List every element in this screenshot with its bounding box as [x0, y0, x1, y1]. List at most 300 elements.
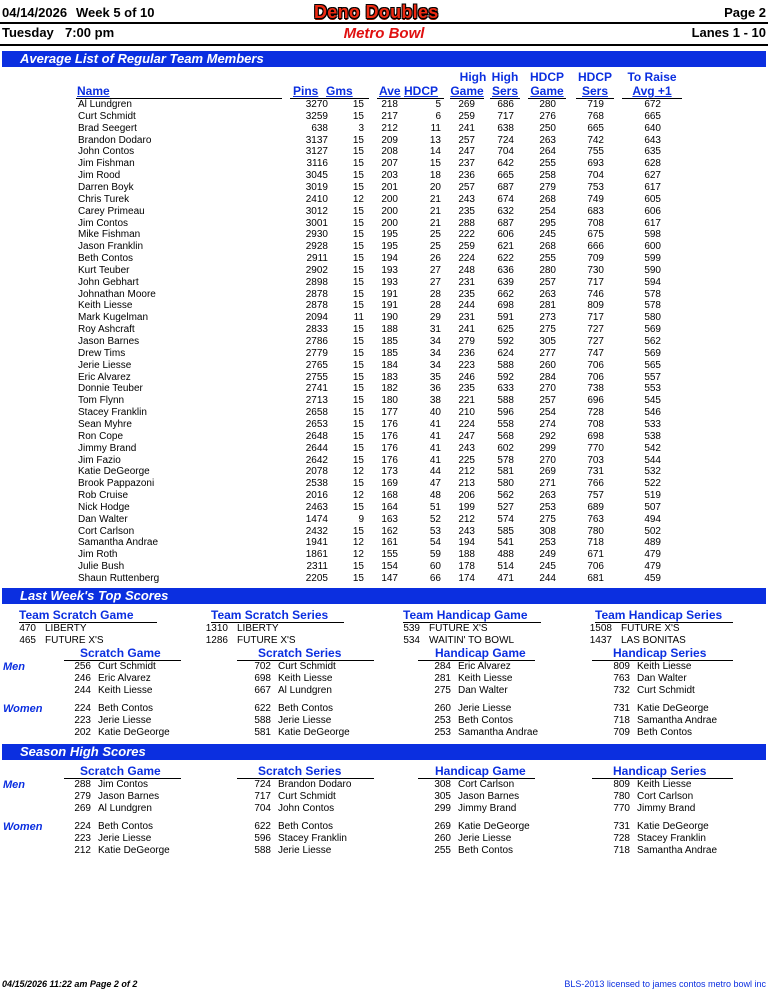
bowler-score: 588 [254, 715, 271, 726]
cell-hdcp-game: 250 [539, 122, 556, 134]
cell-hdcp-game: 284 [539, 371, 556, 383]
cell-hdcp-game: 281 [539, 300, 556, 312]
bowler-score: 299 [434, 803, 451, 814]
bowler-name: Stacey Franklin [278, 833, 347, 844]
cell-high-sers: 698 [497, 300, 514, 312]
cell-hdcp-sers: 749 [587, 193, 604, 205]
cell-name: Mike Fishman [78, 229, 141, 241]
bowler-name: Samantha Andrae [637, 715, 718, 726]
cell-hdcp: 21 [429, 205, 441, 217]
cell-hdcp-sers: 698 [587, 430, 604, 442]
cell-hdcp: 27 [429, 264, 441, 276]
cell-hdcp: 54 [429, 537, 441, 549]
cell-ave: 185 [381, 336, 398, 347]
cell-to-raise: 519 [644, 490, 661, 502]
cell-gms: 15 [352, 229, 364, 241]
cell-pins: 2410 [305, 193, 328, 205]
cell-hdcp-sers: 731 [587, 466, 604, 478]
cell-high-sers: 591 [497, 312, 514, 324]
team-name: FUTURE X'S [621, 623, 680, 634]
cell-hdcp-game: 275 [539, 513, 556, 525]
cell-hdcp-sers: 727 [587, 324, 604, 336]
cell-hdcp-sers: 706 [587, 371, 604, 383]
cell-hdcp-sers: 747 [587, 347, 604, 359]
cell-hdcp-game: 253 [539, 537, 556, 549]
cell-pins: 2094 [305, 312, 328, 324]
bowler-name: Curt Schmidt [278, 661, 336, 672]
cell-high-game: 225 [458, 454, 475, 466]
cell-high-sers: 642 [497, 158, 514, 170]
cell-gms: 9 [358, 513, 364, 525]
cell-name: Jerie Liesse [78, 359, 132, 371]
cell-hdcp-sers: 708 [587, 418, 604, 430]
col-raise-2: Avg +1 [632, 84, 672, 98]
cell-high-game: 248 [458, 264, 475, 276]
cell-high-sers: 592 [497, 336, 514, 347]
cell-hdcp: 59 [429, 549, 441, 561]
cell-pins: 2658 [305, 407, 328, 419]
cell-high-game: 237 [458, 158, 475, 170]
cell-high-game: 221 [458, 395, 475, 407]
cell-name: Kurt Teuber [78, 264, 130, 276]
bowler-score: 253 [434, 727, 451, 738]
cell-pins: 3270 [305, 99, 328, 110]
cell-ave: 164 [381, 501, 398, 513]
cell-ave: 177 [381, 407, 398, 419]
col-hdcp: HDCP [404, 84, 439, 98]
cell-high-sers: 621 [497, 241, 514, 253]
cell-hdcp-game: 308 [539, 525, 556, 537]
cell-high-game: 199 [458, 501, 475, 513]
cell-pins: 2016 [305, 490, 328, 502]
bowler-score: 717 [254, 791, 271, 802]
bowler-name: Keith Liesse [98, 685, 153, 696]
bowler-name: Katie DeGeorge [637, 821, 709, 832]
bowler-name: Katie DeGeorge [637, 703, 709, 714]
cell-high-sers: 588 [497, 359, 514, 371]
cell-high-sers: 541 [497, 537, 514, 549]
cell-pins: 2538 [305, 478, 328, 490]
cell-hdcp-game: 258 [539, 170, 556, 182]
cell-pins: 3001 [305, 217, 328, 229]
cell-ave: 191 [381, 288, 398, 300]
bowler-score: 253 [434, 715, 451, 726]
lanes-label: Lanes 1 - 10 [691, 25, 766, 40]
bowler-score: 224 [74, 821, 91, 832]
cell-hdcp: 21 [429, 217, 441, 229]
cell-name: Jim Contos [78, 217, 129, 229]
cell-high-sers: 471 [497, 573, 514, 584]
individual-score-header: Handicap Game [435, 646, 526, 660]
cell-high-sers: 687 [497, 181, 514, 193]
cell-pins: 3127 [305, 146, 328, 158]
cell-high-game: 257 [458, 181, 475, 193]
cell-ave: 168 [381, 490, 398, 502]
cell-hdcp-game: 254 [539, 205, 556, 217]
bowler-name: Jerie Liesse [98, 715, 152, 726]
cell-hdcp: 41 [429, 454, 441, 466]
league-date: 04/14/2026 [2, 5, 68, 20]
cell-ave: 218 [381, 99, 398, 110]
bowler-score: 269 [74, 803, 91, 814]
cell-ave: 200 [381, 205, 398, 217]
cell-to-raise: 565 [644, 359, 661, 371]
team-score: 470 [19, 623, 36, 634]
cell-hdcp: 25 [429, 229, 441, 241]
cell-hdcp-game: 271 [539, 478, 556, 490]
cell-name: Beth Contos [78, 253, 134, 265]
cell-high-game: 241 [458, 324, 475, 336]
cell-hdcp-game: 263 [539, 134, 556, 146]
cell-ave: 176 [381, 454, 398, 466]
bowler-name: Cort Carlson [458, 779, 515, 790]
cell-hdcp-game: 263 [539, 288, 556, 300]
cell-to-raise: 545 [644, 395, 661, 407]
bowler-name: Beth Contos [278, 703, 334, 714]
cell-hdcp-sers: 755 [587, 146, 604, 158]
cell-ave: 183 [381, 371, 398, 383]
cell-to-raise: 599 [644, 253, 661, 265]
cell-name: Jason Franklin [78, 241, 144, 253]
cell-high-game: 236 [458, 347, 475, 359]
cell-gms: 3 [358, 122, 364, 134]
cell-hdcp: 29 [429, 312, 441, 324]
cell-hdcp-sers: 693 [587, 158, 604, 170]
cell-to-raise: 507 [644, 501, 661, 513]
cell-ave: 161 [381, 537, 398, 549]
cell-ave: 173 [381, 466, 398, 478]
cell-hdcp-sers: 708 [587, 217, 604, 229]
cell-ave: 176 [381, 430, 398, 442]
bowler-score: 279 [74, 791, 91, 802]
cell-high-game: 224 [458, 253, 475, 265]
cell-name: Cort Carlson [78, 525, 135, 537]
cell-name: Curt Schmidt [78, 110, 136, 122]
cell-ave: 190 [381, 312, 398, 324]
team-score-header: Team Scratch Game [19, 608, 134, 622]
bowler-name: Brandon Dodaro [278, 779, 352, 790]
bowler-score: 809 [613, 661, 630, 672]
cell-to-raise: 617 [644, 217, 661, 229]
bowler-name: Jimmy Brand [637, 803, 696, 814]
cell-gms: 15 [352, 99, 364, 110]
cell-name: Brandon Dodaro [78, 134, 152, 146]
cell-hdcp-game: 277 [539, 347, 556, 359]
cell-to-raise: 580 [644, 312, 661, 324]
cell-high-sers: 665 [497, 170, 514, 182]
cell-high-game: 174 [458, 573, 475, 584]
cell-name: Roy Ashcraft [78, 324, 135, 336]
cell-to-raise: 578 [644, 300, 661, 312]
bowler-name: Samantha Andrae [458, 727, 539, 738]
cell-gms: 15 [352, 395, 364, 407]
league-logo: Deno Doubles [314, 2, 439, 22]
bowler-name: Jerie Liesse [458, 703, 512, 714]
cell-high-sers: 578 [497, 454, 514, 466]
bowler-name: Jerie Liesse [278, 845, 332, 856]
bowler-name: Eric Alvarez [458, 661, 511, 672]
bowler-score: 244 [74, 685, 91, 696]
cell-hdcp-sers: 727 [587, 336, 604, 347]
cell-high-sers: 686 [497, 99, 514, 110]
cell-name: Jim Roth [78, 549, 118, 561]
cell-hdcp-sers: 757 [587, 490, 604, 502]
bowler-score: 275 [434, 685, 451, 696]
league-time: 7:00 pm [65, 25, 115, 40]
cell-gms: 12 [352, 466, 364, 478]
cell-pins: 2078 [305, 466, 328, 478]
cell-hdcp: 41 [429, 418, 441, 430]
cell-high-game: 288 [458, 217, 475, 229]
cell-hdcp-sers: 666 [587, 241, 604, 253]
cell-name: John Gebhart [78, 276, 139, 288]
cell-hdcp-sers: 689 [587, 501, 604, 513]
header-divider [0, 22, 768, 24]
cell-hdcp: 31 [429, 324, 441, 336]
men-label: Men [3, 779, 25, 791]
cell-name: Drew Tims [78, 347, 126, 359]
cell-gms: 15 [352, 442, 364, 454]
cell-to-raise: 672 [644, 99, 661, 110]
cell-to-raise: 590 [644, 264, 661, 276]
cell-to-raise: 617 [644, 181, 661, 193]
cell-hdcp-game: 253 [539, 501, 556, 513]
cell-high-sers: 580 [497, 478, 514, 490]
cell-name: Mark Kugelman [78, 312, 149, 324]
bowler-name: Katie DeGeorge [98, 727, 170, 738]
bowler-name: Eric Alvarez [98, 673, 151, 684]
cell-ave: 154 [381, 561, 398, 573]
bowler-score: 284 [434, 661, 451, 672]
cell-gms: 15 [352, 158, 364, 170]
bowler-score: 281 [434, 673, 451, 684]
bowler-name: Beth Contos [278, 821, 334, 832]
cell-gms: 15 [352, 170, 364, 182]
cell-ave: 185 [381, 347, 398, 359]
team-score: 539 [403, 623, 420, 634]
cell-to-raise: 606 [644, 205, 661, 217]
cell-ave: 203 [381, 170, 398, 182]
cell-gms: 15 [352, 324, 364, 336]
cell-ave: 195 [381, 241, 398, 253]
cell-name: Chris Turek [78, 193, 130, 205]
cell-high-game: 244 [458, 300, 475, 312]
cell-hdcp-game: 279 [539, 181, 556, 193]
cell-pins: 2902 [305, 264, 328, 276]
cell-high-sers: 662 [497, 288, 514, 300]
cell-to-raise: 542 [644, 442, 661, 454]
cell-hdcp-game: 270 [539, 383, 556, 395]
cell-hdcp: 51 [429, 501, 441, 513]
cell-gms: 11 [353, 312, 364, 324]
cell-hdcp-game: 270 [539, 454, 556, 466]
cell-hdcp-sers: 746 [587, 288, 604, 300]
cell-high-game: 212 [458, 513, 475, 525]
team-name: FUTURE X'S [45, 635, 104, 646]
cell-hdcp-game: 275 [539, 324, 556, 336]
cell-ave: 212 [381, 122, 398, 134]
team-score: 1286 [205, 635, 228, 646]
cell-to-raise: 502 [644, 525, 661, 537]
cell-high-sers: 717 [497, 110, 514, 122]
cell-hdcp: 52 [429, 513, 441, 525]
men-label: Men [3, 661, 25, 673]
week-label: Week 5 of 10 [76, 5, 155, 20]
cell-high-game: 247 [458, 146, 475, 158]
cell-high-game: 259 [458, 241, 475, 253]
bowler-name: Beth Contos [458, 715, 514, 726]
cell-hdcp-sers: 675 [587, 229, 604, 241]
cell-hdcp: 34 [429, 359, 441, 371]
cell-high-game: 188 [458, 549, 475, 561]
cell-name: Samantha Andrae [78, 537, 159, 549]
bowler-name: Dan Walter [637, 673, 687, 684]
cell-ave: 193 [381, 276, 398, 288]
cell-name: Darren Boyk [78, 181, 134, 193]
cell-hdcp: 28 [429, 288, 441, 300]
cell-high-sers: 674 [497, 193, 514, 205]
cell-hdcp: 40 [429, 407, 441, 419]
team-name: FUTURE X'S [237, 635, 296, 646]
cell-name: Dan Walter [78, 513, 128, 525]
cell-gms: 15 [352, 383, 364, 395]
cell-gms: 15 [352, 110, 364, 122]
cell-hdcp: 35 [429, 371, 441, 383]
cell-gms: 15 [352, 371, 364, 383]
cell-hdcp: 38 [429, 395, 441, 407]
cell-to-raise: 643 [644, 134, 661, 146]
col-high-game-2: Game [450, 84, 484, 98]
cell-name: Jim Rood [78, 170, 121, 182]
cell-gms: 15 [352, 573, 364, 584]
cell-ave: 162 [381, 525, 398, 537]
bowler-name: Jason Barnes [458, 791, 520, 802]
cell-high-sers: 687 [497, 217, 514, 229]
cell-to-raise: 598 [644, 229, 661, 241]
cell-high-sers: 606 [497, 229, 514, 241]
col-pins: Pins [293, 84, 319, 98]
cell-pins: 1941 [305, 537, 328, 549]
individual-score-header: Handicap Series [613, 764, 707, 778]
cell-gms: 15 [352, 241, 364, 253]
cell-hdcp-sers: 709 [587, 253, 604, 265]
col-hdcp-sers-2: Sers [581, 84, 609, 98]
team-score: 1437 [589, 635, 612, 646]
cell-hdcp: 36 [429, 383, 441, 395]
bowler-score: 308 [434, 779, 451, 790]
cell-hdcp-sers: 665 [587, 122, 604, 134]
individual-score-header: Handicap Game [435, 764, 526, 778]
cell-to-raise: 665 [644, 110, 661, 122]
team-name: LIBERTY [237, 623, 279, 634]
cell-to-raise: 544 [644, 454, 661, 466]
cell-gms: 15 [352, 454, 364, 466]
cell-hdcp-sers: 770 [587, 442, 604, 454]
cell-hdcp: 66 [429, 573, 441, 584]
cell-gms: 12 [352, 537, 364, 549]
cell-hdcp-sers: 703 [587, 454, 604, 466]
bowler-name: Keith Liesse [278, 673, 333, 684]
cell-hdcp-sers: 696 [587, 395, 604, 407]
cell-hdcp-game: 245 [539, 229, 556, 241]
cell-gms: 12 [352, 193, 364, 205]
cell-ave: 184 [381, 359, 398, 371]
cell-high-sers: 596 [497, 407, 514, 419]
cell-hdcp: 25 [429, 241, 441, 253]
bowler-score: 763 [613, 673, 630, 684]
cell-gms: 15 [352, 525, 364, 537]
bowler-score: 288 [74, 779, 91, 790]
cell-hdcp-sers: 780 [587, 525, 604, 537]
cell-high-game: 269 [458, 99, 475, 110]
cell-hdcp: 34 [429, 336, 441, 347]
cell-hdcp-sers: 719 [587, 99, 604, 110]
cell-high-game: 231 [458, 312, 475, 324]
bowler-name: John Contos [278, 803, 335, 814]
cell-high-game: 235 [458, 205, 475, 217]
cell-pins: 2311 [306, 561, 328, 573]
cell-pins: 1474 [305, 513, 328, 525]
cell-gms: 15 [352, 205, 364, 217]
cell-pins: 2928 [305, 241, 328, 253]
cell-ave: 209 [381, 134, 398, 146]
cell-high-game: 235 [458, 288, 475, 300]
cell-hdcp-game: 245 [539, 561, 556, 573]
cell-hdcp-sers: 738 [587, 383, 604, 395]
bowler-score: 305 [434, 791, 451, 802]
cell-ave: 176 [381, 418, 398, 430]
cell-high-game: 231 [458, 276, 475, 288]
cell-ave: 201 [381, 181, 398, 193]
cell-high-game: 243 [458, 442, 475, 454]
bowler-score: 698 [254, 673, 271, 684]
cell-ave: 163 [381, 513, 398, 525]
cell-hdcp: 20 [429, 181, 441, 193]
cell-to-raise: 562 [644, 336, 661, 347]
team-score-header: Team Handicap Game [403, 608, 528, 622]
individual-score-header: Scratch Game [80, 646, 161, 660]
cell-hdcp: 26 [429, 253, 441, 265]
cell-hdcp-sers: 717 [587, 312, 604, 324]
cell-hdcp-sers: 768 [587, 110, 604, 122]
bowler-name: Al Lundgren [278, 685, 332, 696]
bowler-name: Jerie Liesse [98, 833, 152, 844]
bowler-score: 731 [613, 703, 630, 714]
col-raise-1: To Raise [627, 70, 677, 84]
cell-high-game: 194 [458, 537, 475, 549]
bowler-name: Katie DeGeorge [98, 845, 170, 856]
col-ave: Ave [379, 84, 401, 98]
cell-hdcp-sers: 753 [587, 181, 604, 193]
team-name: LIBERTY [45, 623, 87, 634]
cell-pins: 2463 [305, 501, 328, 513]
cell-hdcp-game: 255 [539, 253, 556, 265]
cell-name: Keith Liesse [78, 300, 133, 312]
cell-hdcp: 44 [429, 466, 441, 478]
cell-to-raise: 605 [644, 193, 661, 205]
cell-gms: 15 [352, 253, 364, 265]
bowler-score: 588 [254, 845, 271, 856]
cell-hdcp-game: 257 [539, 395, 556, 407]
cell-gms: 12 [352, 549, 364, 561]
cell-hdcp-game: 305 [539, 336, 556, 347]
cell-to-raise: 628 [644, 158, 661, 170]
cell-hdcp: 47 [429, 478, 441, 490]
cell-to-raise: 479 [644, 549, 661, 561]
cell-high-sers: 632 [497, 205, 514, 217]
cell-pins: 2432 [305, 525, 328, 537]
cell-ave: 155 [381, 549, 398, 561]
